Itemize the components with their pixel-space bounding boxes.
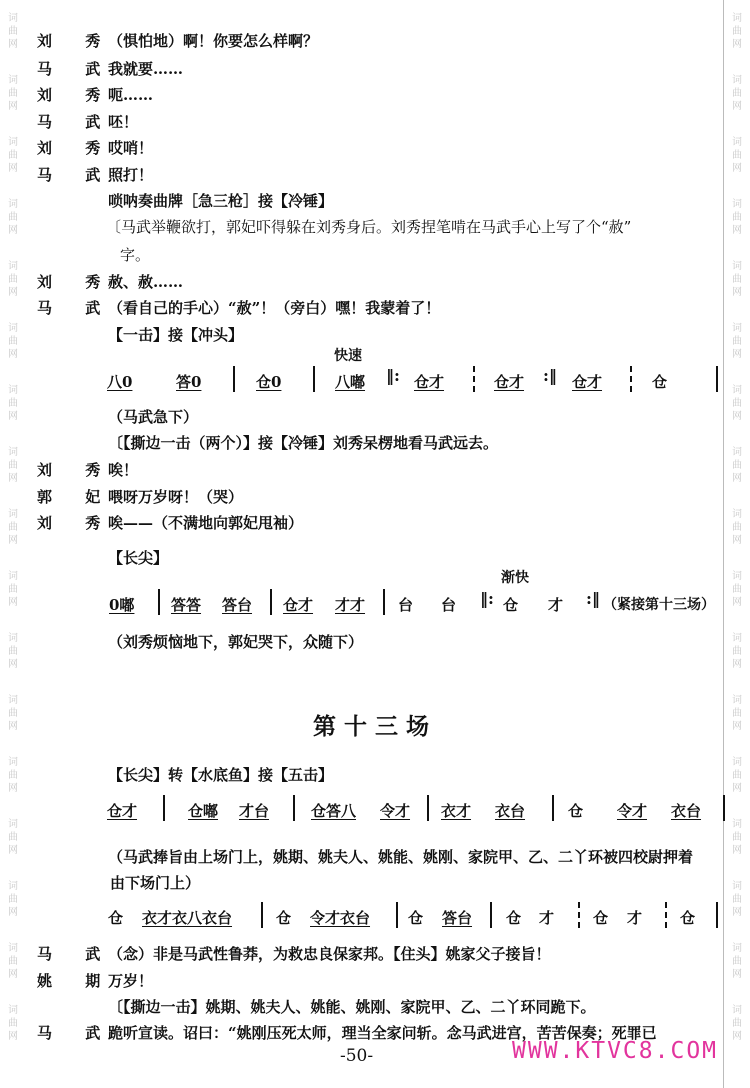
tempo-mark: 渐快	[501, 570, 529, 586]
website-watermark: WWW.KTVC8.COM	[512, 1038, 719, 1064]
barline	[578, 902, 580, 928]
percussion-beat: 仓答八	[311, 802, 357, 820]
watermark-text: 词 曲 网	[732, 818, 742, 856]
barline	[427, 795, 429, 821]
end-barline	[723, 795, 725, 821]
percussion-beat: 台	[398, 596, 414, 614]
barline	[473, 366, 475, 392]
percussion-beat: 仓0	[256, 373, 282, 391]
barline	[552, 795, 554, 821]
watermark-text: 词 曲 网	[8, 508, 18, 546]
watermark-text: 词 曲 网	[732, 322, 742, 360]
percussion-beat: 令才衣台	[310, 909, 371, 927]
repeat-start-sign: ‖:	[386, 366, 400, 385]
watermark-text: 词 曲 网	[8, 446, 18, 484]
watermark-text: 词 曲 网	[732, 384, 742, 422]
watermark-text: 词 曲 网	[732, 446, 742, 484]
watermark-text: 词 曲 网	[8, 12, 18, 50]
margin-rule	[723, 0, 724, 1088]
page-number: -50-	[340, 1046, 374, 1066]
watermark-text: 词 曲 网	[732, 136, 742, 174]
percussion-beat: 仓才	[283, 596, 314, 614]
barline	[630, 366, 632, 392]
percussion-beat: 仓	[568, 802, 584, 820]
percussion-beat: 衣台	[495, 802, 526, 820]
watermark-text: 词 曲 网	[732, 942, 742, 980]
percussion-beat: 才才	[335, 596, 366, 614]
watermark-text: 词 曲 网	[8, 384, 18, 422]
barline	[158, 589, 160, 615]
watermark-text: 词 曲 网	[8, 1004, 18, 1042]
watermark-text: 词 曲 网	[8, 74, 18, 112]
repeat-end-sign: :‖	[543, 366, 557, 385]
barline	[313, 366, 315, 392]
end-barline	[716, 366, 718, 392]
barline	[293, 795, 295, 821]
percussion-beat: 仓	[506, 909, 522, 927]
percussion-beat: 衣才衣八衣台	[142, 909, 233, 927]
percussion-beat: 才	[548, 596, 564, 614]
percussion-beat: 答台	[442, 909, 473, 927]
repeat-start-sign: ‖:	[480, 589, 494, 608]
watermark-text: 词 曲 网	[732, 12, 742, 50]
watermark-text: 词 曲 网	[8, 880, 18, 918]
watermark-text: 词 曲 网	[732, 1004, 742, 1042]
watermark-column-left	[2, 0, 24, 1088]
percussion-beat: 仓嘟	[188, 802, 219, 820]
watermark-text: 词 曲 网	[732, 74, 742, 112]
percussion-beat: 仓	[108, 909, 124, 927]
percussion-beat: 仓才	[414, 373, 445, 391]
watermark-text: 词 曲 网	[732, 880, 742, 918]
percussion-beat: 八嘟	[335, 373, 366, 391]
barline	[261, 902, 263, 928]
watermark-text: 词 曲 网	[8, 694, 18, 732]
barline	[270, 589, 272, 615]
watermark-text: 词 曲 网	[8, 942, 18, 980]
percussion-beat: 0嘟	[109, 596, 135, 614]
watermark-text: 词 曲 网	[8, 632, 18, 670]
percussion-beat: 八0	[107, 373, 133, 391]
watermark-text: 词 曲 网	[8, 570, 18, 608]
percussion-beat: 令才	[617, 802, 648, 820]
percussion-beat: 衣台	[671, 802, 702, 820]
percussion-beat: 仓	[652, 373, 668, 391]
transition-note: （紧接第十三场）	[603, 597, 715, 613]
percussion-beat: 仓	[503, 596, 519, 614]
percussion-beat: 答台	[222, 596, 253, 614]
watermark-column-right	[726, 0, 748, 1088]
barline	[490, 902, 492, 928]
tempo-mark: 快速	[334, 348, 362, 364]
percussion-beat: 才	[539, 909, 555, 927]
watermark-text: 词 曲 网	[8, 818, 18, 856]
percussion-beat: 仓	[408, 909, 424, 927]
barline	[163, 795, 165, 821]
barline	[665, 902, 667, 928]
percussion-beat: 台	[441, 596, 457, 614]
percussion-beat: 衣才	[441, 802, 472, 820]
watermark-text: 词 曲 网	[732, 260, 742, 298]
percussion-beat: 仓才	[572, 373, 603, 391]
percussion-beat: 才	[627, 909, 643, 927]
percussion-beat: 仓	[276, 909, 292, 927]
watermark-text: 词 曲 网	[8, 322, 18, 360]
scene-title: 第十三场	[313, 713, 437, 740]
percussion-beat: 仓	[680, 909, 696, 927]
percussion-beat: 才台	[239, 802, 270, 820]
watermark-text: 词 曲 网	[732, 694, 742, 732]
watermark-text: 词 曲 网	[8, 260, 18, 298]
barline	[383, 589, 385, 615]
percussion-beat: 仓才	[107, 802, 138, 820]
barline	[396, 902, 398, 928]
watermark-text: 词 曲 网	[8, 136, 18, 174]
percussion-beat: 答答	[171, 596, 202, 614]
watermark-text: 词 曲 网	[732, 570, 742, 608]
watermark-text: 词 曲 网	[8, 756, 18, 794]
percussion-beat: 仓	[593, 909, 609, 927]
watermark-text: 词 曲 网	[732, 508, 742, 546]
watermark-text: 词 曲 网	[732, 632, 742, 670]
watermark-text: 词 曲 网	[732, 198, 742, 236]
barline	[233, 366, 235, 392]
repeat-end-sign: :‖	[586, 589, 600, 608]
percussion-beat: 答0	[176, 373, 202, 391]
watermark-text: 词 曲 网	[8, 198, 18, 236]
watermark-text: 词 曲 网	[732, 756, 742, 794]
percussion-beat: 令才	[380, 802, 411, 820]
end-barline	[716, 902, 718, 928]
percussion-beat: 仓才	[494, 373, 525, 391]
